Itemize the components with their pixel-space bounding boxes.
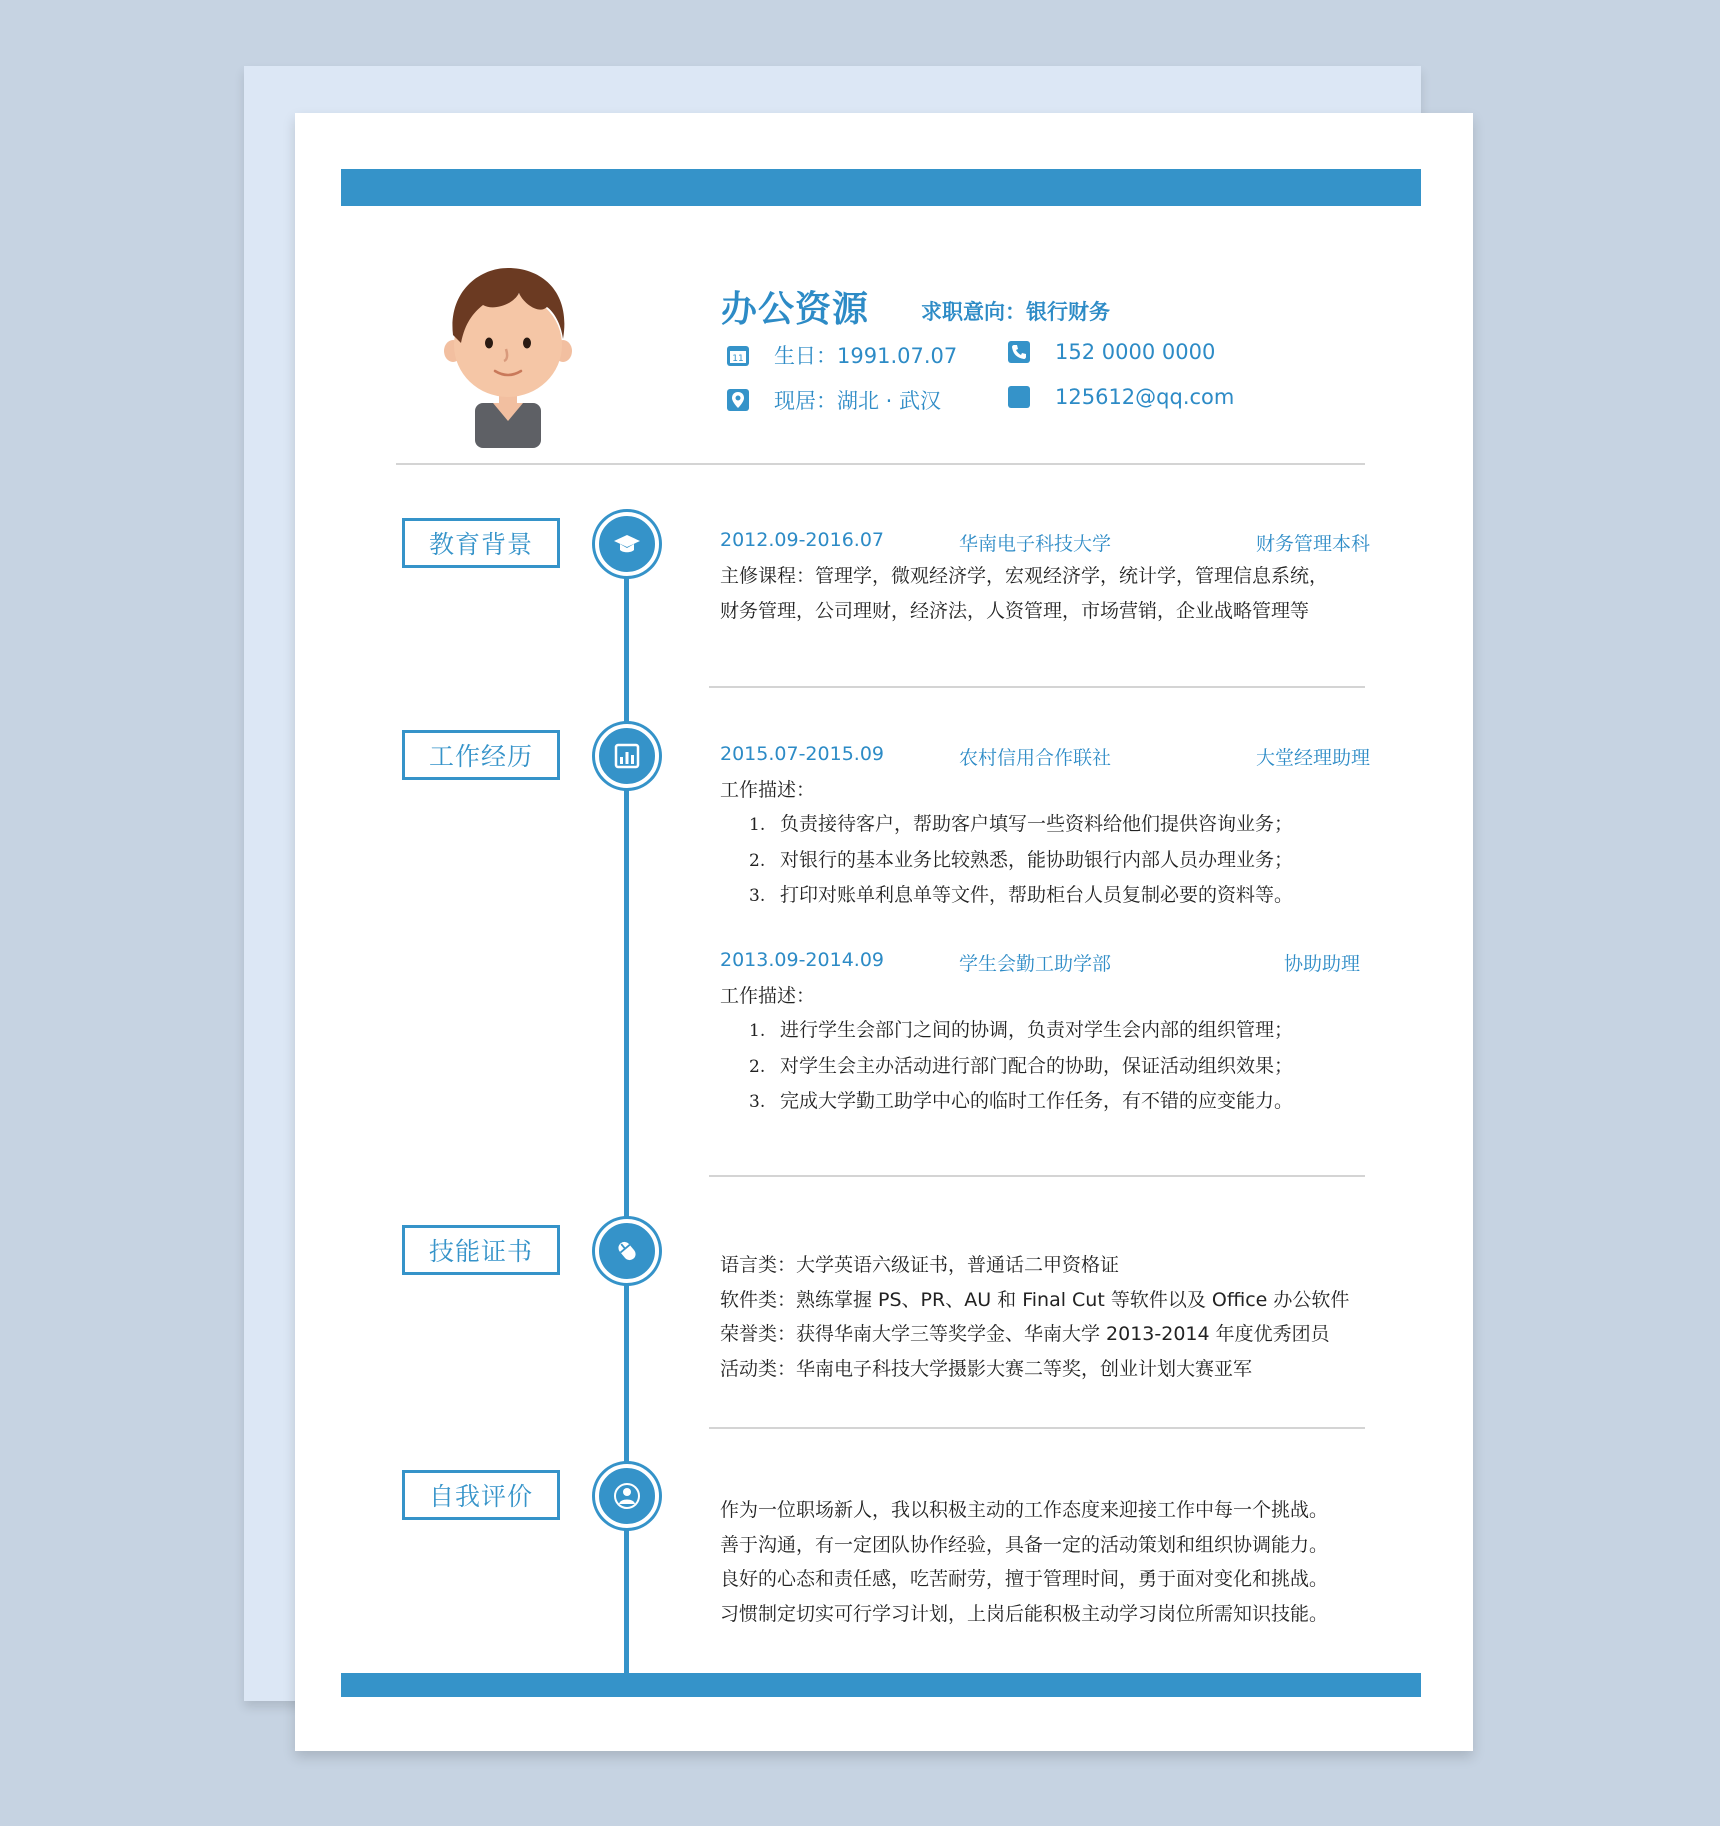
location-row <box>726 385 941 415</box>
list-item: 3. 完成大学勤工助学中心的临时工作任务，有不错的应变能力。 <box>749 1090 1294 1112</box>
person-icon <box>612 1481 642 1511</box>
self-line: 作为一位职场新人，我以积极主动的工作态度来迎接工作中每一个挑战。 <box>720 1499 1329 1521</box>
birthday-text: 生日：1991.07.07 <box>774 344 958 368</box>
job-role: 大堂经理助理 <box>1255 747 1370 769</box>
self-node <box>595 1464 659 1528</box>
skills-node <box>595 1219 659 1283</box>
job-period: 2015.07-2015.09 <box>720 743 884 765</box>
list-item: 2. 对学生会主办活动进行部门配合的协助，保证活动组织效果； <box>749 1054 1294 1077</box>
education-period: 2012.09-2016.07 <box>720 529 884 551</box>
self-line: 习惯制定切实可行学习计划，上岗后能积极主动学习岗位所需知识技能。 <box>720 1602 1329 1625</box>
location-text: 现居：湖北 · 武汉 <box>774 389 942 413</box>
email-icon <box>1007 385 1031 409</box>
education-major: 财务管理本科 <box>1255 533 1370 555</box>
header-divider <box>396 463 1365 465</box>
self-evaluation <box>720 1493 1328 1631</box>
job-desc-label: 工作描述： <box>720 779 816 801</box>
job-desc-label: 工作描述： <box>720 985 816 1007</box>
phone-row <box>1007 340 1215 364</box>
resume-page <box>295 113 1473 1751</box>
job-duties <box>749 807 1293 914</box>
list-item: 3. 打印对账单利息单等文件，帮助柜台人员复制必要的资料等。 <box>749 884 1294 906</box>
work-node <box>595 724 659 788</box>
birthday-row <box>726 340 957 370</box>
email-text: 125612@qq.com <box>1055 385 1235 409</box>
candidate-name: 办公资源 <box>721 289 870 330</box>
top-accent-bar <box>341 169 1421 206</box>
section-label-education: 教育背景 <box>402 518 560 568</box>
education-line: 财务管理，公司理财，经济法，人资管理，市场营销，企业战略管理等 <box>720 599 1310 622</box>
education-courses <box>720 559 1328 628</box>
email-row <box>1007 385 1234 409</box>
section-label-work: 工作经历 <box>402 730 560 780</box>
section-divider <box>709 686 1365 688</box>
job-role: 协助助理 <box>1283 953 1360 975</box>
bar-chart-icon <box>612 741 642 771</box>
education-school: 华南电子科技大学 <box>959 533 1112 555</box>
skill-line: 软件类：熟练掌握 PS、PR、AU 和 Final Cut 等软件以及 Office 办公软件 <box>720 1288 1350 1311</box>
list-item: 1. 负责接待客户，帮助客户填写一些资料给他们提供咨询业务； <box>749 813 1294 835</box>
computer-mouse-icon <box>612 1236 642 1266</box>
list-item: 1. 进行学生会部门之间的协调，负责对学生会内部的组织管理； <box>749 1019 1294 1041</box>
avatar-illustration <box>443 263 573 448</box>
job-intent: 求职意向：银行财务 <box>921 300 1110 324</box>
education-node <box>595 512 659 576</box>
self-line: 善于沟通，有一定团队协作经验，具备一定的活动策划和组织协调能力。 <box>720 1533 1329 1556</box>
section-label-skills: 技能证书 <box>402 1225 560 1275</box>
phone-text: 152 0000 0000 <box>1055 340 1216 364</box>
skill-line: 语言类：大学英语六级证书，普通话二甲资格证 <box>720 1254 1120 1276</box>
job-org: 学生会勤工助学部 <box>959 953 1112 975</box>
section-divider <box>709 1175 1365 1177</box>
section-label-self: 自我评价 <box>402 1470 560 1520</box>
job-org: 农村信用合作联社 <box>959 747 1112 769</box>
self-line: 良好的心态和责任感，吃苦耐劳，擅于管理时间，勇于面对变化和挑战。 <box>720 1568 1329 1590</box>
bottom-accent-bar <box>341 1673 1421 1697</box>
graduation-cap-icon <box>612 529 642 559</box>
svg-text:11: 11 <box>732 354 744 364</box>
skill-line: 活动类：华南电子科技大学摄影大赛二等奖，创业计划大赛亚军 <box>720 1357 1253 1380</box>
phone-icon <box>1007 340 1031 364</box>
section-divider <box>709 1427 1365 1429</box>
job-period: 2013.09-2014.09 <box>720 949 884 971</box>
calendar-icon <box>726 343 750 367</box>
list-item: 2. 对银行的基本业务比较熟悉，能协助银行内部人员办理业务； <box>749 848 1294 871</box>
education-line: 主修课程：管理学，微观经济学，宏观经济学，统计学，管理信息系统， <box>720 565 1329 587</box>
skill-line: 荣誉类：获得华南大学三等奖学金、华南大学 2013-2014 年度优秀团员 <box>720 1323 1330 1345</box>
job-duties <box>749 1013 1293 1120</box>
skills-list <box>720 1248 1349 1386</box>
location-pin-icon <box>726 388 750 412</box>
